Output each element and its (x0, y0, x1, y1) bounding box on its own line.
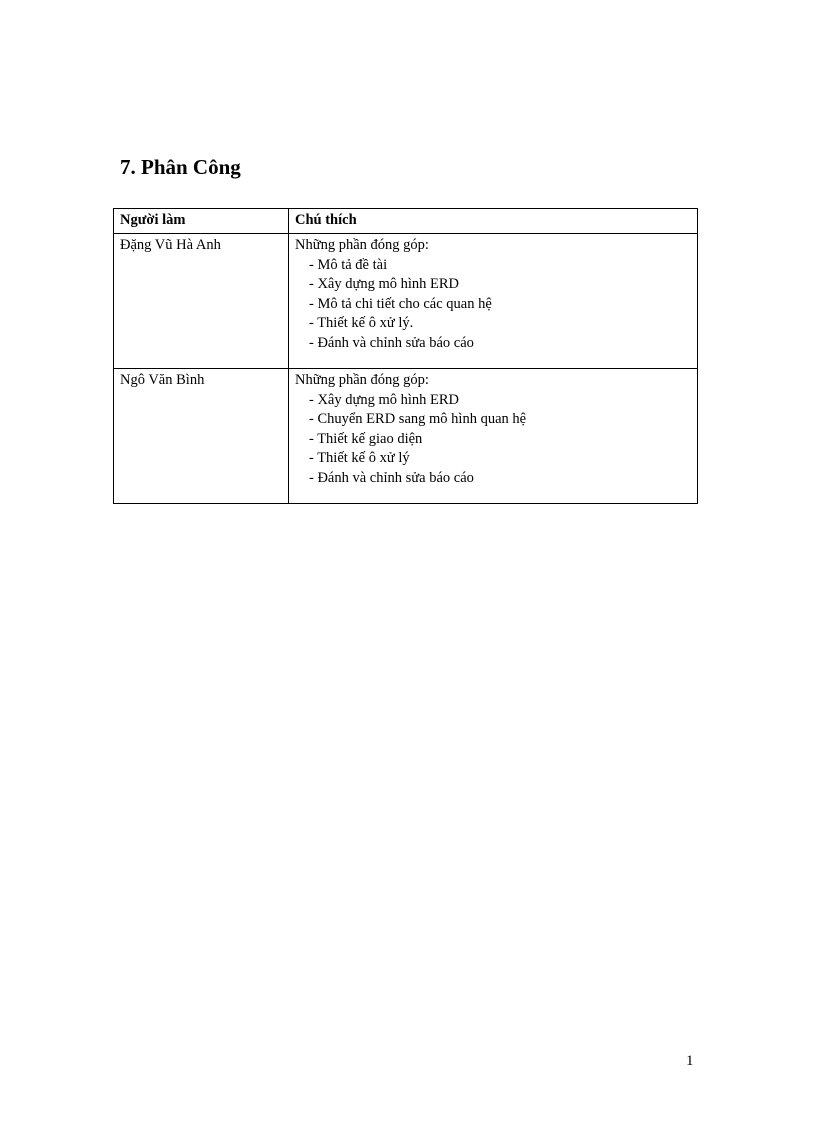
person-name: Đặng Vũ Hà Anh (114, 234, 289, 369)
task-item: - Xây dựng mô hình ERD (309, 276, 460, 293)
task-item: - Chuyển ERD sang mô hình quan hệ (309, 411, 527, 428)
task-item: - Đánh và chỉnh sửa báo cáo (309, 469, 474, 486)
person-name: Ngô Văn Bình (114, 369, 289, 504)
table-row (114, 369, 698, 504)
task-item: - Thiết kế giao diện (309, 430, 423, 447)
table-row (114, 234, 698, 369)
notes-cell (289, 234, 698, 369)
task-item: - Xây dựng mô hình ERD (309, 391, 460, 408)
notes-intro: Những phần đóng góp: (295, 372, 429, 388)
task-list (295, 256, 691, 354)
table-header-row (114, 209, 698, 234)
notes-cell (289, 369, 698, 504)
task-item: - Đánh và chỉnh sửa báo cáo (309, 334, 474, 351)
section-title: 7. Phân Công (120, 155, 241, 179)
header-notes: Chú thích (289, 209, 698, 234)
task-item: - Thiết kế ô xử lý (309, 450, 410, 467)
notes-intro: Những phần đóng góp: (295, 237, 429, 253)
header-person: Người làm (114, 209, 289, 234)
task-list (295, 391, 691, 489)
task-item: - Thiết kế ô xử lý. (309, 315, 414, 332)
assignment-table (113, 208, 698, 504)
task-item: - Mô tả chi tiết cho các quan hệ (309, 295, 492, 312)
task-item: - Mô tả đề tài (309, 256, 388, 273)
page-number: 1 (686, 1053, 694, 1069)
